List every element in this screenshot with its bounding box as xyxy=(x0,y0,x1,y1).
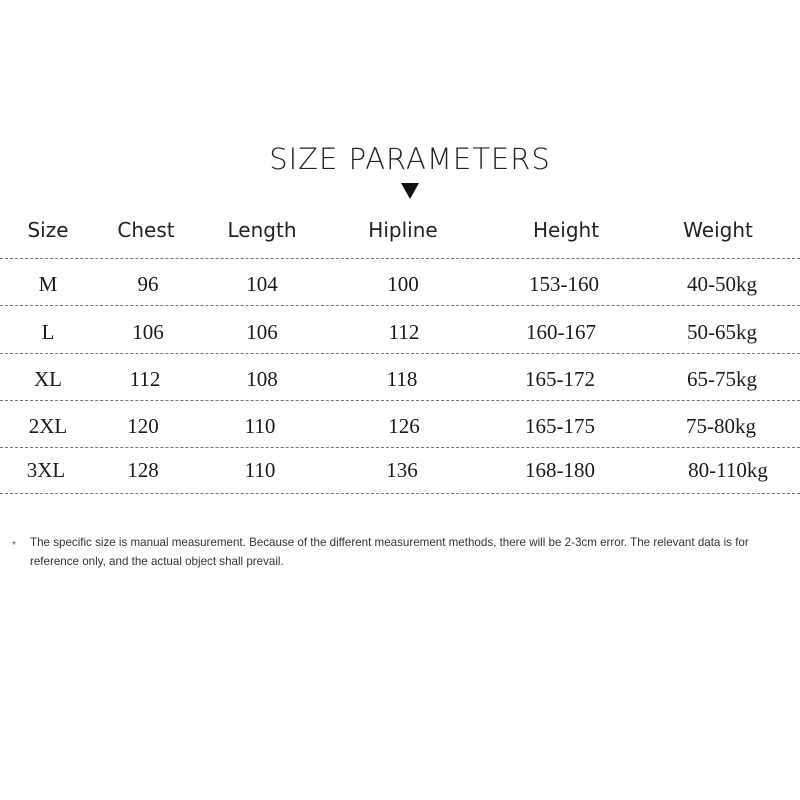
cell-length: 104 xyxy=(246,272,278,296)
cell-length: 108 xyxy=(246,367,278,391)
cell-weight: 75-80kg xyxy=(686,414,756,438)
table-row xyxy=(0,458,800,506)
cell-height: 165-172 xyxy=(525,367,595,391)
cell-length: 106 xyxy=(246,320,278,344)
cell-chest: 106 xyxy=(132,320,164,344)
cell-length: 110 xyxy=(244,414,276,438)
header-height: Height xyxy=(532,218,600,242)
cell-size: XL xyxy=(34,367,62,391)
row-divider xyxy=(0,400,800,401)
header-size: Size xyxy=(27,218,69,242)
cell-height: 168-180 xyxy=(525,458,595,482)
cell-hipline: 126 xyxy=(388,414,420,438)
cell-weight: 80-110kg xyxy=(688,458,768,482)
measurement-note xyxy=(12,533,796,571)
cell-size: L xyxy=(41,320,55,344)
cell-size: 3XL xyxy=(26,458,66,482)
cell-size: 2XL xyxy=(28,414,68,438)
row-divider xyxy=(0,447,800,448)
header-chest: Chest xyxy=(117,218,175,242)
cell-hipline: 112 xyxy=(388,320,420,344)
row-divider xyxy=(0,493,800,494)
table-row xyxy=(0,272,800,320)
cell-chest: 96 xyxy=(137,272,159,296)
cell-hipline: 100 xyxy=(387,272,419,296)
row-divider xyxy=(0,353,800,354)
cell-height: 165-175 xyxy=(525,414,595,438)
cell-chest: 120 xyxy=(127,414,159,438)
cell-weight: 40-50kg xyxy=(687,272,757,296)
row-divider xyxy=(0,258,800,259)
cell-height: 153-160 xyxy=(529,272,599,296)
cell-length: 110 xyxy=(244,458,276,482)
note-text: The specific size is manual measurement. Because of the different measurement methods, there will be 2-3cm error. The relevant data is for reference only, and the actual object shall prevail. xyxy=(30,536,749,568)
cell-size: M xyxy=(38,272,58,296)
cell-height: 160-167 xyxy=(526,320,596,344)
asterisk-icon: * xyxy=(12,540,16,551)
header-hipline: Hipline xyxy=(368,218,438,242)
cell-weight: 65-75kg xyxy=(687,367,757,391)
cell-chest: 112 xyxy=(129,367,161,391)
cell-chest: 128 xyxy=(127,458,159,482)
header-weight: Weight xyxy=(683,218,753,242)
table-row xyxy=(0,320,800,368)
cell-hipline: 136 xyxy=(386,458,418,482)
table-row xyxy=(0,414,800,462)
cell-hipline: 118 xyxy=(386,367,418,391)
cell-weight: 50-65kg xyxy=(687,320,757,344)
page-title: SIZE PARAMETERS xyxy=(269,142,551,176)
header-length: Length xyxy=(227,218,297,242)
row-divider xyxy=(0,305,800,306)
table-row xyxy=(0,367,800,415)
